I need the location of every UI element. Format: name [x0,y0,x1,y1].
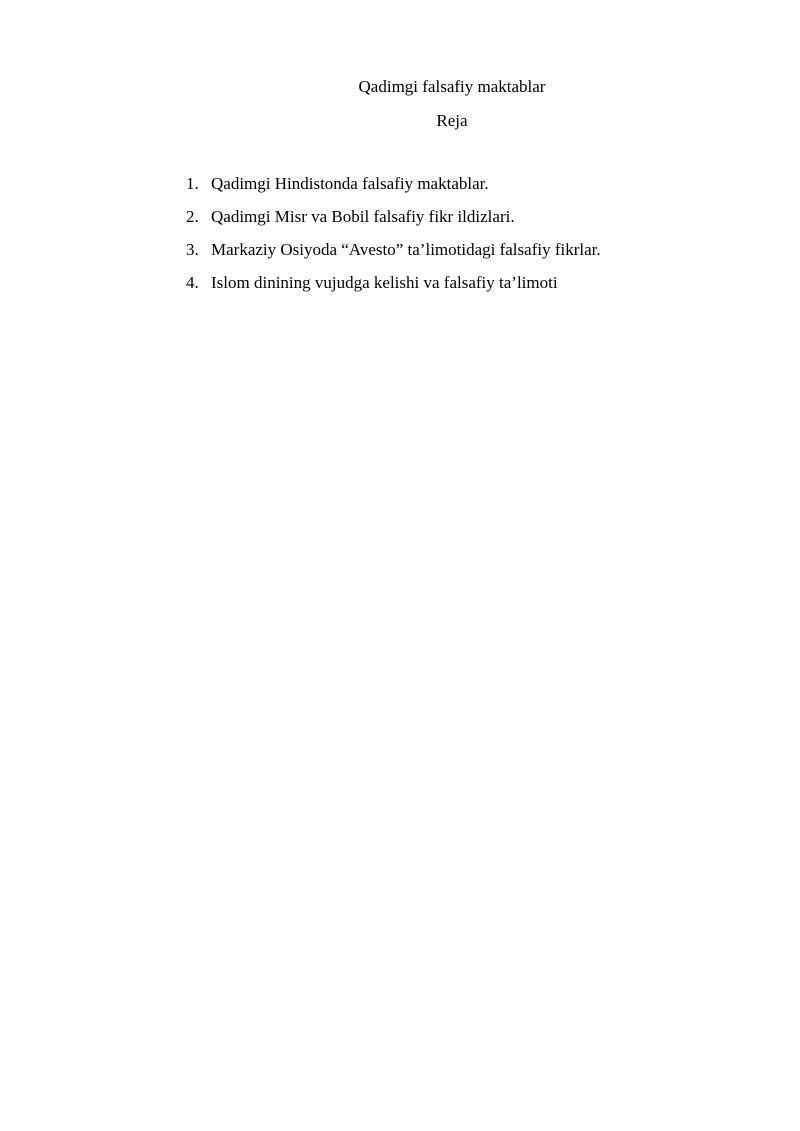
plan-item-2 [186,206,601,228]
plan-item-number: 3. [186,240,199,259]
plan-item-number: 2. [186,207,199,226]
plan-item-text: Islom dinining vujudga kelishi va falsafiy ta’limoti [211,273,558,292]
plan-item-3 [186,239,601,261]
plan-item-text: Qadimgi Misr va Bobil falsafiy fikr ildizlari. [211,207,515,226]
plan-item-number: 4. [186,273,199,292]
plan-item-text: Markaziy Osiyoda “Avesto” ta’limotidagi falsafiy fikrlar. [211,240,601,259]
plan-item-text: Qadimgi Hindistonda falsafiy maktablar. [211,174,489,193]
plan-item-number: 1. [186,174,199,193]
plan-item-1 [186,173,601,195]
document-title: Qadimgi falsafiy maktablar [358,77,546,96]
plan-heading: Reja [436,111,468,130]
plan-list [186,173,601,305]
plan-item-4 [186,272,601,294]
